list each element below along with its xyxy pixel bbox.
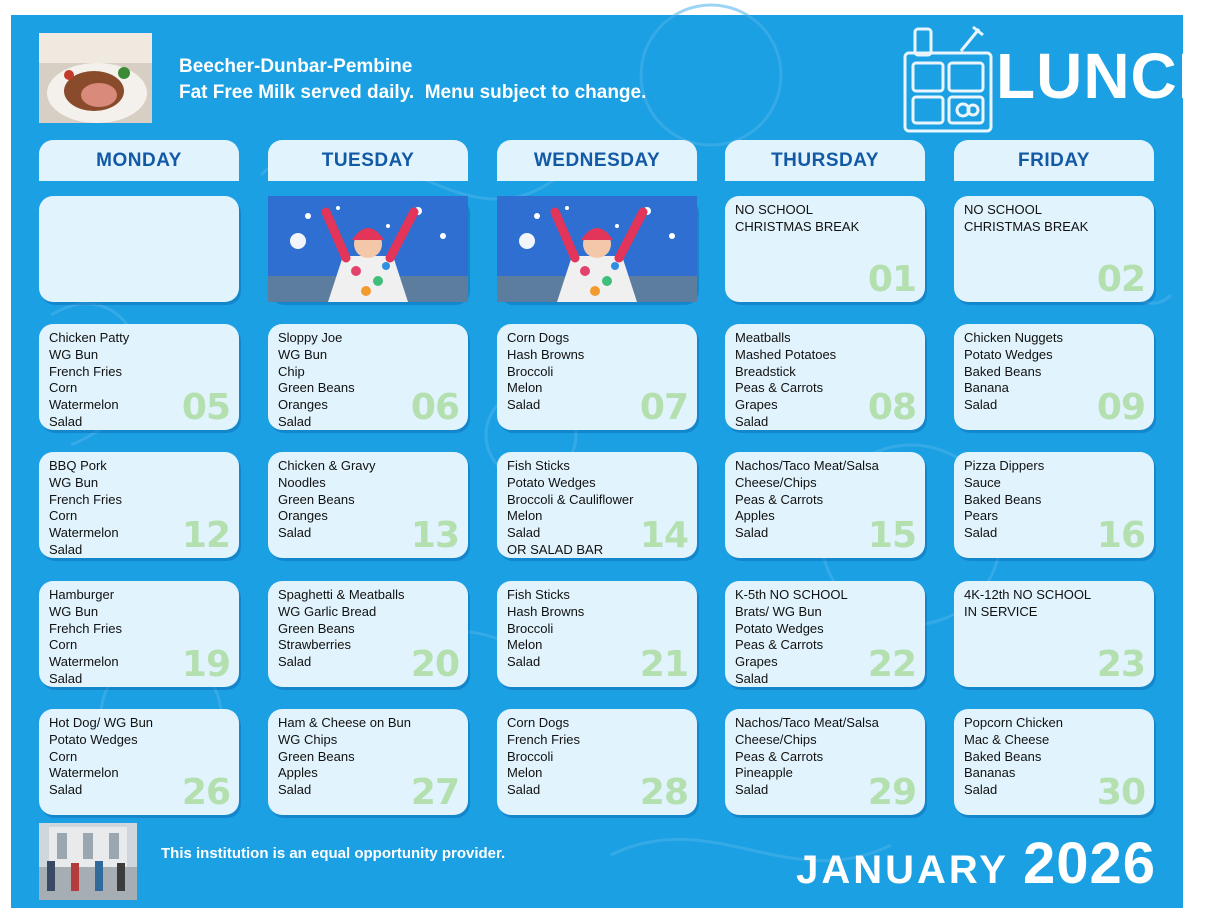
date-number: 01 xyxy=(867,259,916,300)
menu-item: Watermelon xyxy=(49,397,119,413)
menu-items xyxy=(49,587,122,688)
menu-item: WG Bun xyxy=(49,603,99,619)
menu-items xyxy=(49,715,153,799)
menu-item: Potato Wedges xyxy=(964,346,1053,362)
menu-items xyxy=(964,458,1044,542)
menu-item: WG Bun xyxy=(49,346,99,362)
menu-item: Oranges xyxy=(278,397,328,413)
menu-item: Bananas xyxy=(964,765,1016,781)
menu-item: Salad xyxy=(278,525,312,541)
menu-item: Pizza Dippers xyxy=(964,458,1045,473)
menu-item: Cheese/Chips xyxy=(735,474,817,490)
date-number: 21 xyxy=(639,644,688,685)
day-cell xyxy=(954,196,1154,302)
menu-item: Frehch Fries xyxy=(49,620,122,636)
menu-item: Green Beans xyxy=(278,620,355,636)
menu-item: Salad xyxy=(735,525,769,541)
date-number: 15 xyxy=(867,515,916,556)
date-number: 23 xyxy=(1096,644,1145,685)
menu-item: Chicken & Gravy xyxy=(278,458,376,473)
menu-item: Pineapple xyxy=(735,765,793,781)
day-cell xyxy=(268,709,468,815)
food-photo xyxy=(39,33,152,123)
menu-item: NO SCHOOL xyxy=(964,202,1043,217)
menu-item: Apples xyxy=(735,508,775,524)
equal-opportunity-notice: This institution is an equal opportunity provider. xyxy=(161,845,506,862)
menu-items xyxy=(278,458,376,542)
menu-items xyxy=(735,715,879,799)
menu-items xyxy=(507,458,633,559)
date-number: 07 xyxy=(639,387,688,428)
menu-item: Ham & Cheese on Bun xyxy=(278,715,411,730)
day-cell xyxy=(497,581,697,687)
menu-item: Hash Browns xyxy=(507,346,585,362)
menu-items xyxy=(278,715,411,799)
menu-item: Melon xyxy=(507,765,543,781)
menu-item: Broccoli xyxy=(507,363,554,379)
menu-item: WG Bun xyxy=(49,474,99,490)
menu-item: Spaghetti & Meatballs xyxy=(278,587,405,602)
menu-item: Baked Beans xyxy=(964,748,1042,764)
day-cell xyxy=(268,452,468,558)
lunch-title: LUNCH xyxy=(996,40,1225,112)
menu-item: IN SERVICE xyxy=(964,603,1038,619)
menu-item: Pears xyxy=(964,508,998,524)
menu-item: Baked Beans xyxy=(964,491,1042,507)
day-cell xyxy=(954,581,1154,687)
menu-item: Corn xyxy=(49,748,78,764)
menu-item: French Fries xyxy=(49,491,122,507)
menu-item: Corn Dogs xyxy=(507,715,570,730)
day-cell xyxy=(725,324,925,430)
menu-items xyxy=(278,587,404,671)
day-cell xyxy=(497,452,697,558)
menu-item: NO SCHOOL xyxy=(735,202,814,217)
menu-item: Grapes xyxy=(735,654,778,670)
menu-items xyxy=(49,330,129,431)
day-cell xyxy=(39,196,239,302)
menu-item: Broccoli & Cauliflower xyxy=(507,491,634,507)
menu-item: Breadstick xyxy=(735,363,796,379)
menu-item: Hash Browns xyxy=(507,603,585,619)
menu-items xyxy=(49,458,122,559)
menu-item: Fish Sticks xyxy=(507,587,570,602)
menu-item: Salad xyxy=(278,782,312,798)
day-cell xyxy=(725,709,925,815)
menu-item: Salad xyxy=(507,654,541,670)
date-number: 12 xyxy=(181,515,230,556)
menu-item: Corn xyxy=(49,380,78,396)
menu-item: Green Beans xyxy=(278,748,355,764)
snow-play-photo xyxy=(268,196,468,302)
menu-item: Salad xyxy=(507,525,541,541)
menu-item: Cheese/Chips xyxy=(735,731,817,747)
menu-item: Watermelon xyxy=(49,654,119,670)
date-number: 06 xyxy=(410,387,459,428)
menu-item: Nachos/Taco Meat/Salsa xyxy=(735,715,879,730)
day-cell xyxy=(39,452,239,558)
menu-item: Chicken Patty xyxy=(49,330,130,345)
menu-item: Hot Dog/ WG Bun xyxy=(49,715,154,730)
month-year xyxy=(796,830,1156,897)
menu-item: Salad xyxy=(964,782,998,798)
students-photo xyxy=(39,823,137,900)
menu-item: 4K-12th NO SCHOOL xyxy=(964,587,1092,602)
menu-item: Melon xyxy=(507,508,543,524)
menu-item: Salad xyxy=(49,541,83,557)
date-number: 16 xyxy=(1096,515,1145,556)
menu-items xyxy=(735,587,848,688)
menu-item: Potato Wedges xyxy=(49,731,138,747)
day-cell xyxy=(725,196,925,302)
menu-item: Peas & Carrots xyxy=(735,637,824,653)
day-header-thursday: THURSDAY xyxy=(725,140,925,181)
menu-items xyxy=(507,587,584,671)
date-number: 27 xyxy=(410,772,459,813)
menu-item: Potato Wedges xyxy=(735,620,824,636)
menu-item: Salad xyxy=(735,782,769,798)
menu-items xyxy=(278,330,355,431)
menu-item: Nachos/Taco Meat/Salsa xyxy=(735,458,879,473)
menu-item: Apples xyxy=(278,765,318,781)
menu-item: Fish Sticks xyxy=(507,458,570,473)
day-cell xyxy=(954,709,1154,815)
month-label: JANUARY xyxy=(796,848,1009,892)
menu-item: Salad xyxy=(964,525,998,541)
day-cell xyxy=(954,452,1154,558)
menu-item: Peas & Carrots xyxy=(735,748,824,764)
menu-item: French Fries xyxy=(507,731,580,747)
day-cell xyxy=(39,709,239,815)
menu-item: Salad xyxy=(278,654,312,670)
day-cell xyxy=(954,324,1154,430)
menu-item: Sloppy Joe xyxy=(278,330,343,345)
menu-item: Meatballs xyxy=(735,330,791,345)
menu-item: CHRISTMAS BREAK xyxy=(735,218,860,234)
menu-item: Mac & Cheese xyxy=(964,731,1050,747)
year-label: 2026 xyxy=(1022,831,1156,896)
menu-item: Brats/ WG Bun xyxy=(735,603,822,619)
menu-item: Salad xyxy=(735,413,769,429)
menu-item: Melon xyxy=(507,380,543,396)
menu-item: Watermelon xyxy=(49,765,119,781)
menu-item: Banana xyxy=(964,380,1009,396)
menu-item: Green Beans xyxy=(278,380,355,396)
date-number: 14 xyxy=(639,515,688,556)
date-number: 05 xyxy=(181,387,230,428)
menu-item: WG Chips xyxy=(278,731,338,747)
day-cell xyxy=(497,196,697,302)
menu-note: Fat Free Milk served daily. Menu subject to change. xyxy=(179,82,647,103)
menu-item: Broccoli xyxy=(507,620,554,636)
snow-play-photo xyxy=(497,196,697,302)
menu-item: Melon xyxy=(507,637,543,653)
menu-item: Sauce xyxy=(964,474,1001,490)
menu-item: Peas & Carrots xyxy=(735,380,824,396)
date-number: 26 xyxy=(181,772,230,813)
day-cell xyxy=(497,324,697,430)
menu-item: Hamburger xyxy=(49,587,115,602)
menu-item: Mashed Potatoes xyxy=(735,346,837,362)
menu-item: Salad xyxy=(964,397,998,413)
menu-items xyxy=(735,330,836,431)
menu-item: Popcorn Chicken xyxy=(964,715,1063,730)
menu-item: Noodles xyxy=(278,474,326,490)
date-number: 22 xyxy=(867,644,916,685)
menu-item: CHRISTMAS BREAK xyxy=(964,218,1089,234)
menu-items xyxy=(507,330,584,414)
day-header-monday: MONDAY xyxy=(39,140,239,181)
menu-item: WG Bun xyxy=(278,346,328,362)
menu-item: BBQ Pork xyxy=(49,458,107,473)
menu-item: Baked Beans xyxy=(964,363,1042,379)
date-number: 09 xyxy=(1096,387,1145,428)
menu-item: Green Beans xyxy=(278,491,355,507)
menu-item: Corn xyxy=(49,508,78,524)
menu-item: Peas & Carrots xyxy=(735,491,824,507)
menu-item: Chip xyxy=(278,363,305,379)
menu-item: Strawberries xyxy=(278,637,351,653)
menu-item: K-5th NO SCHOOL xyxy=(735,587,848,602)
day-cell xyxy=(268,324,468,430)
day-header-friday: FRIDAY xyxy=(954,140,1154,181)
menu-item: Corn Dogs xyxy=(507,330,570,345)
menu-item: WG Garlic Bread xyxy=(278,603,377,619)
menu-item: Grapes xyxy=(735,397,778,413)
menu-item: Potato Wedges xyxy=(507,474,596,490)
menu-item: Salad xyxy=(49,670,83,686)
day-cell xyxy=(497,709,697,815)
menu-items xyxy=(964,330,1063,414)
date-number: 28 xyxy=(639,772,688,813)
date-number: 30 xyxy=(1096,772,1145,813)
menu-item: Salad xyxy=(49,413,83,429)
day-cell xyxy=(725,452,925,558)
menu-items xyxy=(507,715,580,799)
menu-item: OR SALAD BAR xyxy=(507,541,604,557)
district-name: Beecher-Dunbar-Pembine xyxy=(179,56,413,77)
day-cell xyxy=(725,581,925,687)
date-number: 13 xyxy=(410,515,459,556)
day-cell xyxy=(39,324,239,430)
menu-items xyxy=(964,587,1091,621)
menu-item: Oranges xyxy=(278,508,328,524)
day-cell xyxy=(268,581,468,687)
menu-item: Salad xyxy=(507,397,541,413)
header-text xyxy=(179,54,646,106)
day-header-tuesday: TUESDAY xyxy=(268,140,468,181)
menu-item: Watermelon xyxy=(49,525,119,541)
menu-item: Salad xyxy=(49,782,83,798)
day-cell xyxy=(268,196,468,302)
day-header-wednesday: WEDNESDAY xyxy=(497,140,697,181)
menu-items xyxy=(964,715,1063,799)
menu-item: Salad xyxy=(735,670,769,686)
date-number: 19 xyxy=(181,644,230,685)
lunch-tray-icon xyxy=(901,21,997,133)
menu-item: French Fries xyxy=(49,363,122,379)
menu-items xyxy=(735,202,859,236)
menu-item: Chicken Nuggets xyxy=(964,330,1063,345)
menu-item: Salad xyxy=(507,782,541,798)
menu-items xyxy=(964,202,1088,236)
date-number: 29 xyxy=(867,772,916,813)
menu-item: Salad xyxy=(278,413,312,429)
menu-items xyxy=(735,458,879,542)
date-number: 08 xyxy=(867,387,916,428)
date-number: 02 xyxy=(1096,259,1145,300)
menu-item: Corn xyxy=(49,637,78,653)
day-cell xyxy=(39,581,239,687)
date-number: 20 xyxy=(410,644,459,685)
menu-poster xyxy=(11,15,1225,908)
menu-item: Broccoli xyxy=(507,748,554,764)
